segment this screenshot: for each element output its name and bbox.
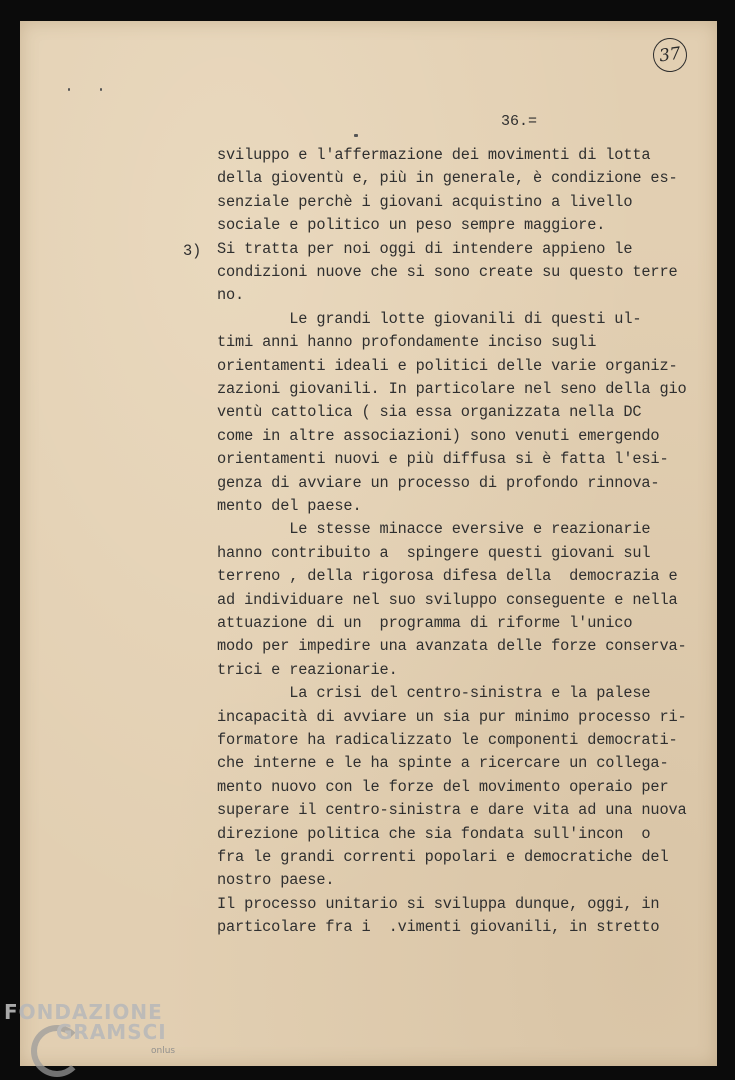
logo-line-2: GRAMSCI [56, 1020, 167, 1044]
speck-mark [354, 134, 358, 137]
text-line: mento nuovo con le forze del movimento operaio per [217, 777, 669, 796]
text-line: particolare fra i .vimenti giovanili, in stretto [217, 918, 660, 937]
archive-stamp: 37 [651, 36, 689, 74]
text-line: orientamenti ideali e politici delle varie organiz- [217, 356, 678, 375]
text-line: orientamenti nuovi e più diffusa si è fatta l'esi- [217, 450, 669, 469]
speck-mark [100, 88, 102, 91]
text-line: La crisi del centro-sinistra e la palese [217, 684, 651, 703]
text-line: genza di avviare un processo di profondo rinnova- [217, 473, 660, 492]
text-line: no. [217, 286, 245, 305]
text-line: superare il centro-sinistra e dare vita ad una nuova [217, 801, 687, 820]
text-line: Si tratta per noi oggi di intendere appieno le [217, 239, 633, 258]
text-line: Le stesse minacce eversive e reazionarie [217, 520, 651, 539]
text-line: zazioni giovanili. In particolare nel seno della gio [217, 380, 687, 398]
text-line: come in altre associazioni) sono venuti emergendo [217, 426, 660, 445]
text-line: che interne e le ha spinte a ricercare un collega- [217, 754, 669, 773]
speck-mark [68, 88, 70, 91]
text-line: mento del paese. [217, 497, 362, 515]
text-line: sviluppo e l'affermazione dei movimenti di lotta [217, 146, 651, 164]
text-line: nostro paese. [217, 871, 335, 890]
text-line: hanno contribuito a spingere questi giovani sul [217, 543, 651, 562]
text-line: condizioni nuove che si sono create su questo terre [217, 263, 678, 281]
logo-line-1: FONDAZIONE [4, 1000, 163, 1024]
text-line: della gioventù e, più in generale, è condizione es- [217, 169, 678, 188]
text-line: formatore ha radicalizzato le componenti democrati- [217, 731, 678, 749]
page-number: 36.= [501, 113, 538, 130]
text-line: direzione politica che sia fondata sull'incon o [217, 824, 651, 843]
text-line: timi anni hanno profondamente inciso sugli [217, 333, 597, 352]
section-number: 3) [183, 242, 202, 260]
text-line: Il processo unitario si sviluppa dunque, oggi, in [217, 894, 660, 913]
text-line: attuazione di un programma di riforme l'unico [217, 614, 633, 632]
text-line: senziale perchè i giovani acquistino a livello [217, 192, 633, 211]
text-line: sociale e politico un peso sempre maggiore. [217, 216, 606, 235]
text-line: ad individuare nel suo sviluppo conseguente e nella [217, 590, 678, 609]
text-line: terreno , della rigorosa difesa della democrazia e [217, 567, 678, 586]
text-line: incapacità di avviare un sia pur minimo processo ri- [217, 707, 687, 726]
text-line: modo per impedire una avanzata delle forze conserva- [217, 637, 687, 656]
text-line: trici e reazionarie. [217, 660, 398, 679]
text-line: fra le grandi correnti popolari e democratiche del [217, 848, 669, 866]
logo-line-3: onlus [151, 1046, 176, 1056]
text-line: Le grandi lotte giovanili di questi ul- [217, 309, 642, 328]
text-line: ventù cattolica ( sia essa organizzata nella DC [217, 403, 642, 422]
